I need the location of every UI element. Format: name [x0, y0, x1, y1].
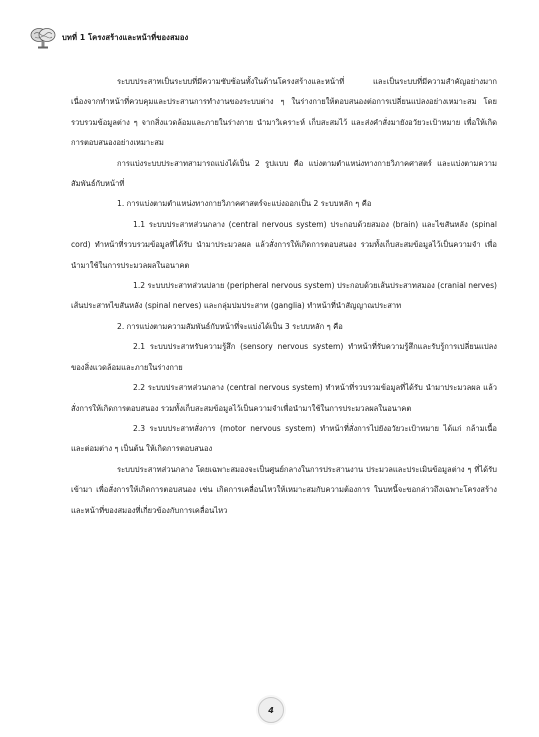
paragraph-intro: ระบบประสาทเป็นระบบที่มีความซับซ้อนทั้งในด้านโครงสร้างและหน้าที่ และเป็นระบบที่มีความสำคัญอย่างมาก เนื่องจากทำหน้าที่ควบคุมและประสานการทำงานของระบบต่าง ๆ ในร่างกายให้ตอบสนองต่อการเปลี่ยนแปลงอย่างเหมาะสม โดยรวบรวมข้อมูลต่าง ๆ จากสิ่งแวดล้อมและภายในร่างกาย นำมาวิเคราะห์ เก็บสะสมไว้ และส่งคำสั่งมายังอวัยวะเป้าหมาย เพื่อให้เกิดการตอบสนองอย่างเหมาะสม — [71, 77, 497, 148]
list-item-pns: 1.2 ระบบประสาทส่วนปลาย (peripheral nervous system) ประกอบด้วยเส้นประสาทสมอง (cranial nerves) เส้นประสาทไขสันหลัง (spinal nerves) และกลุ่มปมประสาท (ganglia) ทำหน้าที่นำสัญญาณประสาท — [71, 281, 497, 311]
header-title: บทที่ 1 โครงสร้างและหน้าที่ของสมอง — [62, 33, 189, 42]
paragraph-classification: การแบ่งระบบประสาทสามารถแบ่งได้เป็น 2 รูปแบบ คือ แบ่งตามตำแหน่งทางกายวิภาคศาสตร์ และแบ่งตามความสัมพันธ์กับหน้าที่ — [71, 158, 497, 189]
list-item-sensory: 2.1 ระบบประสาทรับความรู้สึก (sensory nervous system) ทำหน้าที่รับความรู้สึกและรับรู้การเปลี่ยนแปลงของสิ่งแวดล้อมและภายในร่างกาย — [71, 342, 497, 372]
list-item-cns: 1.1 ระบบประสาทส่วนกลาง (central nervous system) ประกอบด้วยสมอง (brain) และไขสันหลัง (spinal cord) ทำหน้าที่รวบรวมข้อมูลที่ได้รับ นำมาประมวลผล แล้วสั่งการให้เกิดการตอบสนอง รวมทั้งเก็บสะสมข้อมูลไว้เป็นความจำ เพื่อนำมาใช้ในการประมวลผลในอนาคต — [71, 219, 497, 270]
list-item-central: 2.2 ระบบประสาทส่วนกลาง (central nervous system) ทำหน้าที่รวบรวมข้อมูลที่ได้รับ นำมาประมวลผล แล้วสั่งการให้เกิดการตอบสนอง รวมทั้งเก็บสะสมข้อมูลไว้เป็นความจำเพื่อนำมาใช้ในการประมวลผลในอนาคต — [71, 383, 497, 413]
page-content — [71, 72, 497, 521]
list-item-anatomical: 1. การแบ่งตามตำแหน่งทางกายวิภาคศาสตร์จะแบ่งออกเป็น 2 ระบบหลัก ๆ คือ — [117, 199, 372, 209]
list-item-functional: 2. การแบ่งตามความสัมพันธ์กับหน้าที่จะแบ่งได้เป็น 3 ระบบหลัก ๆ คือ — [117, 321, 343, 331]
brain-icon — [28, 26, 58, 50]
paragraph-summary: ระบบประสาทส่วนกลาง โดยเฉพาะสมองจะเป็นศูนย์กลางในการประสานงาน ประมวลและประเมินข้อมูลต่าง ๆ ที่ได้รับเข้ามา เพื่อสั่งการให้เกิดการตอบสนอง เช่น เกิดการเคลื่อนไหวให้เหมาะสมกับความต้องการ ในบทนี้จะขอกล่าวถึงเฉพาะโครงสร้างและหน้าที่ของสมองที่เกี่ยวข้องกับการเคลื่อนไหว — [71, 464, 497, 515]
page-number: 4 — [258, 697, 284, 723]
page-header — [28, 26, 188, 50]
list-item-motor: 2.3 ระบบประสาทสั่งการ (motor nervous system) ทำหน้าที่สั่งการไปยังอวัยวะเป้าหมาย ได้แก่ กล้ามเนื้อ และต่อมต่าง ๆ เป็นต้น ให้เกิดการตอบสนอง — [71, 423, 497, 454]
